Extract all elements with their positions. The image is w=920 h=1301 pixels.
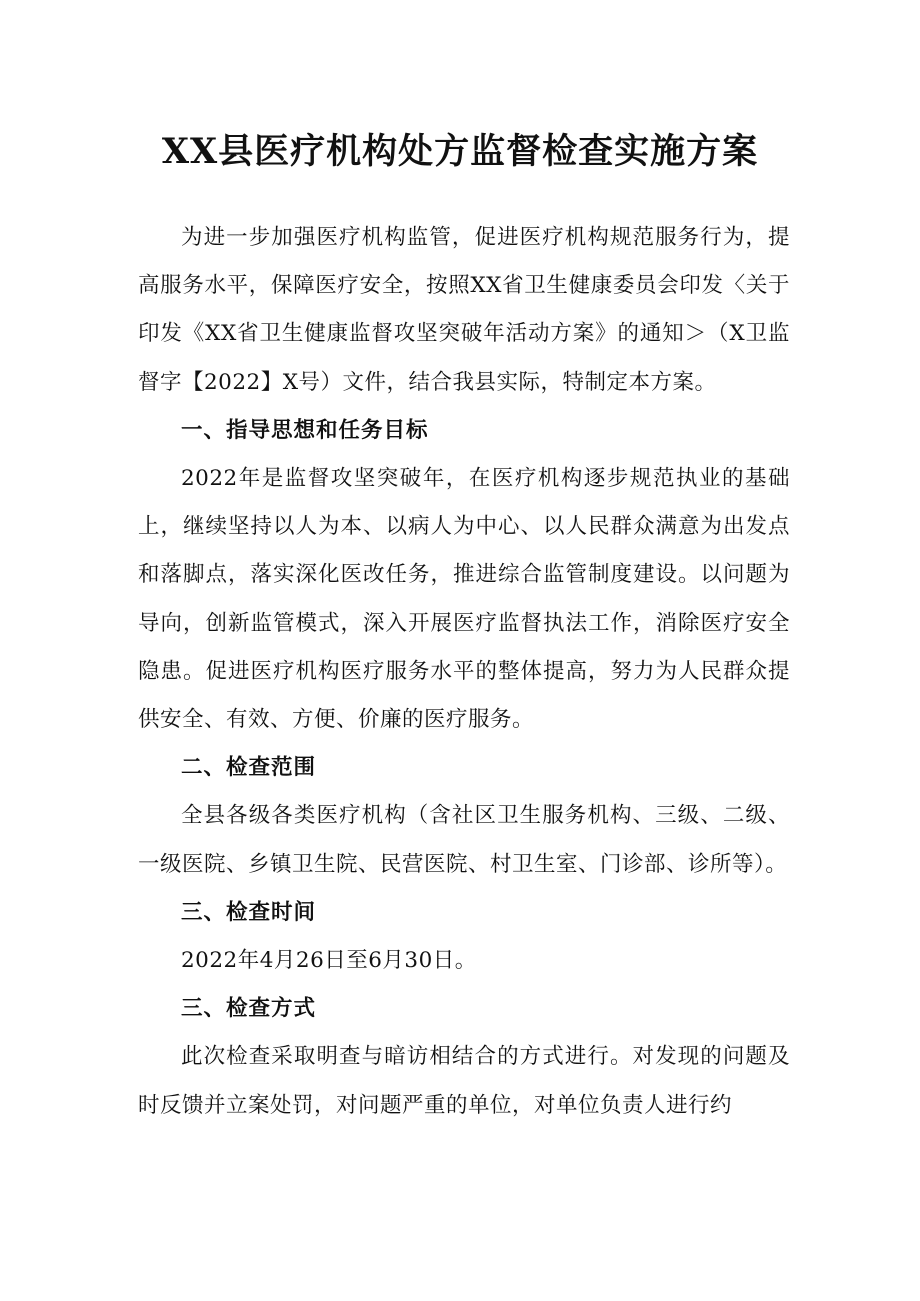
scope-paragraph: 全县各级各类医疗机构（含社区卫生服务机构、三级、二级、一级医院、乡镇卫生院、民营医院、村卫生室、门诊部、诊所等）。 (138, 803, 790, 877)
section-heading-guiding-ideas: 一、指导思想和任务目标 (181, 417, 429, 443)
document-body (138, 214, 790, 1130)
document-title: XX县医疗机构处方监督检查实施方案 (161, 131, 759, 172)
section-heading-scope: 二、检查范围 (181, 755, 317, 781)
section-heading-method: 三、检查方式 (181, 996, 317, 1022)
section-heading-time: 三、检查时间 (181, 899, 317, 925)
intro-paragraph: 为进一步加强医疗机构监管，促进医疗机构规范服务行为，提高服务水平，保障医疗安全，按照XX省卫生健康委员会印发〈关于印发《XX省卫生健康监督攻坚突破年活动方案》的通知＞（X卫监督字【2022】X号）文件，结合我县实际，特制定本方案。 (138, 225, 790, 395)
time-paragraph: 2022年4月26日至6月30日。 (181, 948, 477, 974)
method-paragraph: 此次检查采取明查与暗访相结合的方式进行。对发现的问题及时反馈并立案处罚，对问题严重的单位，对单位负责人进行约 (138, 1044, 790, 1118)
guiding-ideas-paragraph: 2022年是监督攻坚突破年，在医疗机构逐步规范执业的基础上，继续坚持以人为本、以病人为中心、以人民群众满意为出发点和落脚点，落实深化医改任务，推进综合监管制度建设。以问题为导向，创新监管模式，深入开展医疗监督执法工作，消除医疗安全隐患。促进医疗机构医疗服务水平的整体提高，努力为人民群众提供安全、有效、方便、价廉的医疗服务。 (138, 466, 790, 733)
